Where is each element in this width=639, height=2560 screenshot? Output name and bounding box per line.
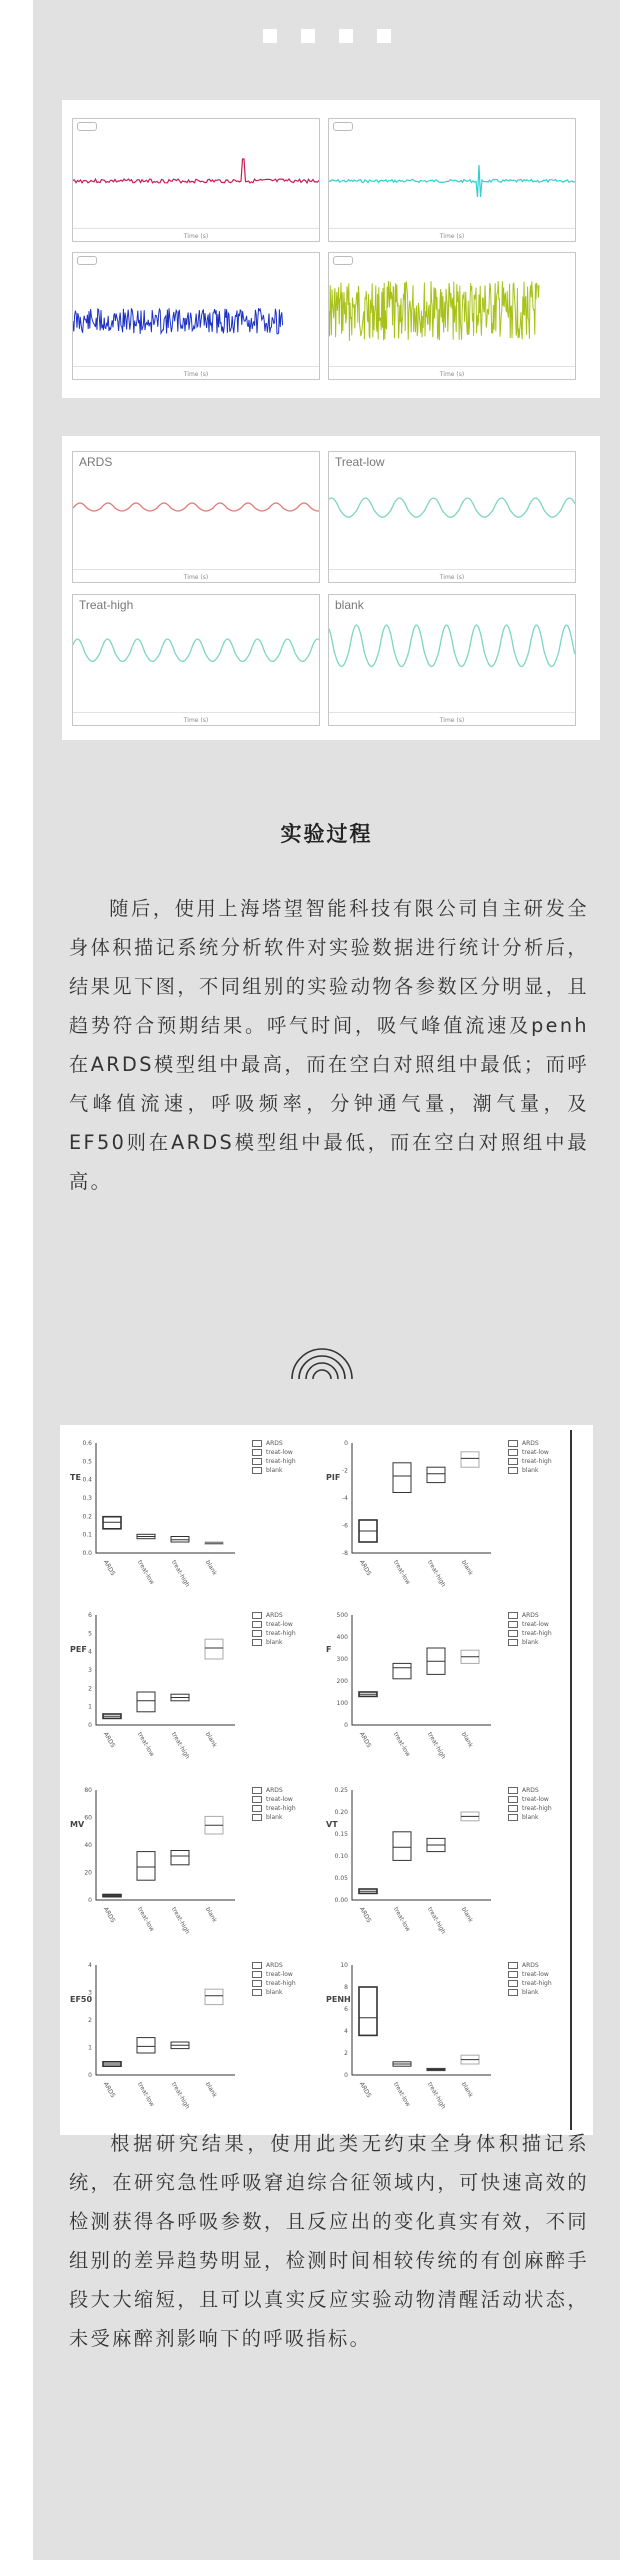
boxplot-axes: [70, 1433, 250, 1563]
waveform-line: [329, 119, 575, 241]
boxplot-box: [427, 1467, 445, 1482]
group-panel-treat-low: [328, 451, 576, 583]
x-tick-label: blank: [203, 1906, 219, 1924]
waveform-panel-4: [328, 252, 576, 380]
legend-entry: treat-high: [508, 1979, 552, 1988]
boxplot-legend: [252, 1786, 296, 1822]
x-tick-label: blank: [459, 1906, 475, 1924]
boxplot-axes: [70, 1955, 250, 2085]
y-tick-label: 0.20: [334, 1809, 348, 1816]
waveform-panel-2: [328, 118, 576, 242]
legend-entry: treat-low: [252, 1620, 296, 1629]
y-tick-label: 2: [88, 1685, 92, 1693]
paragraph-text: 根据研究结果，使用此类无约束全身体积描记系统，在研究急性呼吸窘迫综合征领域内，可快速高效的检测获得各呼吸参数，且反应出的变化真实有效，不同组别的差异趋势明显，检测时间相较传统的有创麻醉手段大大缩短，且可以真实反应实验动物清醒活动状态，未受麻醉剂影响下的呼吸指标。: [69, 2132, 589, 2350]
waveform-line: [73, 253, 319, 379]
boxplot-ylabel: PIF: [326, 1473, 341, 1482]
boxplot-box: [171, 1851, 189, 1865]
figure-edge-line: [570, 1430, 572, 2130]
y-tick-label: 4: [344, 2028, 348, 2035]
x-axis: [73, 712, 319, 713]
x-tick-label: ARDS: [357, 2081, 373, 2099]
legend-entry: blank: [252, 1988, 296, 1997]
y-tick-label: 20: [84, 1869, 92, 1877]
legend-swatch-icon: [508, 1980, 518, 1987]
boxplot-pif: [326, 1433, 574, 1593]
boxplot-axes: [326, 1780, 506, 1910]
group-panel-blank: [328, 594, 576, 726]
y-tick-label: 0.5: [82, 1458, 92, 1466]
y-tick-label: -4: [342, 1495, 348, 1502]
group-panel-title: blank: [335, 598, 364, 612]
legend-entry: treat-low: [252, 1970, 296, 1979]
x-axis: [73, 569, 319, 570]
y-tick-label: 10: [340, 1962, 348, 1969]
boxplot-mv: [70, 1780, 318, 1940]
y-tick-label: 6: [344, 2006, 348, 2013]
y-tick-label: 0.4: [82, 1476, 92, 1484]
waveform-line: [73, 119, 319, 241]
boxplot-ylabel: PEF: [70, 1645, 87, 1654]
y-tick-label: 200: [336, 1678, 348, 1685]
legend-entry: ARDS: [508, 1439, 552, 1448]
x-axis-label: Time (s): [183, 717, 209, 724]
x-tick-labels: [96, 1559, 236, 1593]
x-tick-label: ARDS: [101, 1559, 117, 1577]
legend-entry: treat-high: [252, 1629, 296, 1638]
waveform-figure-raw: [62, 100, 600, 398]
left-border: [0, 0, 33, 2560]
legend-entry: treat-high: [252, 1457, 296, 1466]
dot-icon: [377, 29, 391, 43]
x-tick-label: ARDS: [357, 1559, 373, 1577]
dot-icon: [339, 29, 353, 43]
legend-swatch-icon: [508, 1814, 518, 1821]
legend-swatch-icon: [252, 1980, 262, 1987]
axis-lines: [352, 1790, 491, 1900]
boxplot-legend: [508, 1961, 552, 1997]
boxplot-legend: [508, 1611, 552, 1647]
x-tick-label: treat-high: [425, 2081, 447, 2111]
waveform-line: [329, 595, 575, 725]
x-tick-label: ARDS: [357, 1731, 373, 1749]
x-axis: [73, 228, 319, 229]
boxplot-legend: [252, 1961, 296, 1997]
boxplot-ylabel: VT: [326, 1820, 338, 1829]
y-tick-label: 0: [344, 2072, 348, 2079]
boxplot-box: [461, 1452, 479, 1467]
group-panel-title: ARDS: [79, 455, 113, 469]
boxplot-ylabel: PENH: [326, 1995, 351, 2004]
x-tick-label: blank: [459, 1731, 475, 1749]
boxplot-ylabel: TE: [70, 1473, 81, 1482]
x-tick-label: treat-low: [135, 1559, 156, 1586]
legend-swatch-icon: [252, 1621, 262, 1628]
legend-entry: treat-high: [508, 1629, 552, 1638]
legend-entry: treat-high: [252, 1979, 296, 1988]
waveform-panel-3: [72, 252, 320, 380]
x-tick-labels: [352, 1906, 492, 1940]
boxplot-box: [137, 1692, 155, 1712]
y-tick-label: 40: [84, 1842, 92, 1849]
y-tick-label: 0.0: [82, 1550, 92, 1557]
group-panel-title: Treat-high: [79, 598, 134, 612]
boxplot-ylabel: F: [326, 1645, 332, 1654]
legend-entry: blank: [508, 1638, 552, 1647]
boxplot-legend: [252, 1439, 296, 1475]
legend-entry: treat-low: [508, 1620, 552, 1629]
boxplot-axes: [70, 1605, 250, 1735]
y-tick-label: 80: [84, 1787, 92, 1794]
x-axis: [329, 366, 575, 367]
legend-swatch-icon: [508, 1787, 518, 1794]
y-tick-label: 400: [336, 1634, 348, 1641]
boxplot-te: [70, 1433, 318, 1593]
boxplot-pef: [70, 1605, 318, 1765]
boxplot-box: [137, 2038, 155, 2053]
y-tick-label: 3: [88, 1989, 92, 1997]
x-axis-label: Time (s): [183, 574, 209, 581]
y-tick-label: 500: [336, 1612, 348, 1619]
x-tick-labels: [96, 1731, 236, 1765]
x-tick-label: treat-low: [391, 2081, 412, 2108]
x-axis-label: Time (s): [183, 371, 209, 378]
legend-swatch-icon: [508, 1805, 518, 1812]
right-border: [620, 0, 639, 2560]
boxplot-box: [205, 1639, 223, 1659]
legend-entry: ARDS: [508, 1786, 552, 1795]
boxplot-axes: [326, 1433, 506, 1563]
legend-entry: blank: [252, 1813, 296, 1822]
x-axis-label: Time (s): [439, 574, 465, 581]
x-tick-label: treat-low: [135, 2081, 156, 2108]
waveform-panel-1: [72, 118, 320, 242]
legend-entry: blank: [252, 1466, 296, 1475]
legend-entry: blank: [508, 1813, 552, 1822]
x-tick-label: treat-high: [425, 1731, 447, 1761]
x-axis-label: Time (s): [439, 233, 465, 240]
legend-entry: blank: [508, 1988, 552, 1997]
x-tick-labels: [352, 2081, 492, 2115]
y-tick-label: 300: [336, 1656, 348, 1663]
y-tick-label: 0.00: [334, 1897, 348, 1904]
legend-swatch-icon: [508, 1971, 518, 1978]
boxplot-f: [326, 1605, 574, 1765]
legend-swatch-icon: [252, 1458, 262, 1465]
y-tick-label: 2: [344, 2050, 348, 2057]
x-tick-label: blank: [459, 1559, 475, 1577]
y-tick-label: 100: [336, 1700, 348, 1707]
y-tick-label: 4: [88, 1962, 92, 1969]
boxplot-box: [103, 1517, 121, 1529]
boxplot-legend: [252, 1611, 296, 1647]
x-tick-label: treat-high: [169, 1559, 191, 1589]
x-axis: [329, 569, 575, 570]
x-axis: [329, 712, 575, 713]
y-tick-label: 0.1: [82, 1531, 92, 1539]
legend-entry: blank: [252, 1638, 296, 1647]
y-tick-label: 5: [88, 1630, 92, 1638]
content-panel: [33, 0, 620, 2560]
axis-lines: [96, 1965, 235, 2075]
legend-swatch-icon: [252, 1805, 262, 1812]
legend-swatch-icon: [252, 1787, 262, 1794]
legend-entry: ARDS: [252, 1611, 296, 1620]
legend-swatch-icon: [508, 1639, 518, 1646]
x-axis-label: Time (s): [439, 371, 465, 378]
group-panel-treat-high: [72, 594, 320, 726]
legend-entry: treat-low: [252, 1795, 296, 1804]
legend-swatch-icon: [252, 1971, 262, 1978]
y-tick-label: 1: [88, 2044, 92, 2052]
y-tick-label: 0.2: [82, 1513, 92, 1521]
x-tick-labels: [96, 1906, 236, 1940]
legend-swatch-icon: [508, 1449, 518, 1456]
boxplot-box: [393, 1832, 411, 1861]
boxplot-box: [393, 1663, 411, 1678]
y-tick-label: 0: [344, 1722, 348, 1729]
legend-entry: treat-low: [508, 1448, 552, 1457]
dot-icon: [301, 29, 315, 43]
legend-entry: ARDS: [252, 1439, 296, 1448]
boxplot-axes: [326, 1955, 506, 2085]
section-title: 实验过程: [280, 822, 373, 846]
boxplot-legend: [508, 1439, 552, 1475]
legend-entry: ARDS: [252, 1786, 296, 1795]
legend-swatch-icon: [508, 1796, 518, 1803]
axis-lines: [96, 1443, 235, 1553]
legend-swatch-icon: [252, 1630, 262, 1637]
y-tick-label: 60: [84, 1814, 92, 1822]
arch-divider-icon: [289, 1345, 355, 1381]
boxplot-ylabel: MV: [70, 1820, 85, 1829]
y-tick-label: 0: [88, 1722, 92, 1729]
group-panel-ards: [72, 451, 320, 583]
y-tick-label: -8: [342, 1550, 348, 1557]
x-tick-label: blank: [459, 2081, 475, 2099]
y-tick-label: 8: [344, 1984, 348, 1991]
boxplot-axes: [70, 1780, 250, 1910]
y-tick-label: 2: [88, 2017, 92, 2024]
y-tick-label: 0.05: [334, 1875, 348, 1882]
y-tick-label: 0: [88, 1897, 92, 1904]
legend-entry: blank: [508, 1466, 552, 1475]
x-tick-label: treat-high: [425, 1906, 447, 1936]
boxplot-ylabel: EF50: [70, 1995, 93, 2004]
legend-swatch-icon: [508, 1621, 518, 1628]
x-tick-labels: [352, 1559, 492, 1593]
legend-entry: ARDS: [252, 1961, 296, 1970]
x-tick-labels: [96, 2081, 236, 2115]
boxplot-vt: [326, 1780, 574, 1940]
x-tick-label: treat-high: [169, 2081, 191, 2111]
waveform-line: [329, 452, 575, 582]
y-tick-label: 0: [88, 2072, 92, 2079]
legend-swatch-icon: [252, 1814, 262, 1821]
boxplot-legend: [508, 1786, 552, 1822]
x-axis: [73, 366, 319, 367]
waveform-line: [73, 595, 319, 725]
boxplot-box: [205, 1989, 223, 2004]
legend-swatch-icon: [252, 1989, 262, 1996]
x-tick-label: ARDS: [101, 2081, 117, 2099]
y-tick-label: 0.25: [334, 1787, 348, 1794]
legend-swatch-icon: [508, 1458, 518, 1465]
legend-swatch-icon: [252, 1440, 262, 1447]
boxplot-box: [393, 1463, 411, 1493]
boxplot-axes: [326, 1605, 506, 1735]
x-tick-label: treat-low: [135, 1906, 156, 1933]
legend-entry: treat-high: [508, 1457, 552, 1466]
legend-entry: treat-low: [252, 1448, 296, 1457]
x-tick-labels: [352, 1731, 492, 1765]
x-tick-label: treat-low: [391, 1731, 412, 1758]
legend-entry: treat-low: [508, 1970, 552, 1979]
y-tick-label: 3: [88, 1667, 92, 1674]
x-axis: [329, 228, 575, 229]
legend-swatch-icon: [252, 1467, 262, 1474]
axis-lines: [96, 1790, 235, 1900]
x-tick-label: blank: [203, 1731, 219, 1749]
boxplot-box: [137, 1852, 155, 1881]
legend-entry: treat-low: [508, 1795, 552, 1804]
legend-entry: ARDS: [508, 1961, 552, 1970]
group-panel-title: Treat-low: [335, 455, 385, 469]
y-tick-label: 0.6: [82, 1440, 92, 1447]
boxplot-figure: [60, 1425, 593, 2135]
axis-lines: [96, 1615, 235, 1725]
legend-swatch-icon: [252, 1962, 262, 1969]
legend-swatch-icon: [508, 1612, 518, 1619]
x-tick-label: treat-high: [169, 1906, 191, 1936]
x-tick-label: ARDS: [101, 1731, 117, 1749]
x-axis-label: Time (s): [183, 233, 209, 240]
x-tick-label: treat-high: [169, 1731, 191, 1761]
x-axis-label: Time (s): [439, 717, 465, 724]
x-tick-label: blank: [203, 1559, 219, 1577]
legend-swatch-icon: [252, 1639, 262, 1646]
legend-swatch-icon: [508, 1962, 518, 1969]
legend-swatch-icon: [252, 1796, 262, 1803]
boxplot-box: [171, 1537, 189, 1543]
waveform-line: [73, 452, 319, 582]
decorative-dots: [33, 28, 620, 47]
y-tick-label: 0.10: [334, 1853, 348, 1860]
legend-swatch-icon: [508, 1467, 518, 1474]
legend-swatch-icon: [508, 1440, 518, 1447]
y-tick-label: 0: [344, 1440, 348, 1447]
y-tick-label: 0.15: [334, 1831, 348, 1838]
legend-entry: ARDS: [508, 1611, 552, 1620]
x-tick-label: treat-low: [391, 1559, 412, 1586]
y-tick-label: 6: [88, 1612, 92, 1619]
y-tick-label: 1: [88, 1703, 92, 1711]
y-tick-label: -2: [342, 1467, 348, 1475]
legend-entry: treat-high: [508, 1804, 552, 1813]
x-tick-label: treat-high: [425, 1559, 447, 1589]
y-tick-label: 0.3: [82, 1495, 92, 1502]
boxplot-box: [359, 1987, 377, 2035]
boxplot-penh: [326, 1955, 574, 2115]
x-tick-label: treat-low: [391, 1906, 412, 1933]
waveform-line: [329, 253, 575, 379]
legend-swatch-icon: [508, 1630, 518, 1637]
y-tick-label: 4: [88, 1648, 92, 1656]
legend-entry: treat-high: [252, 1804, 296, 1813]
paragraph-text: 随后，使用上海塔望智能科技有限公司自主研发全身体积描记系统分析软件对实验数据进行统计分析后，结果见下图，不同组别的实验动物各参数区分明显，且趋势符合预期结果。呼气时间，吸气峰值流速及penh在ARDS模型组中最高，而在空白对照组中最低；而呼气峰值流速，呼吸频率，分钟通气量，潮气量，及EF50则在ARDS模型组中最低，而在空白对照组中最高。: [69, 897, 589, 1193]
legend-swatch-icon: [252, 1612, 262, 1619]
body-paragraph: [69, 889, 589, 1201]
axis-lines: [352, 1615, 491, 1725]
waveform-figure-groups: [62, 436, 600, 740]
boxplot-ef50: [70, 1955, 318, 2115]
x-tick-label: treat-low: [135, 1731, 156, 1758]
legend-swatch-icon: [252, 1449, 262, 1456]
y-tick-label: -6: [342, 1522, 348, 1530]
dot-icon: [263, 29, 277, 43]
body-paragraph: [69, 2124, 589, 2358]
x-tick-label: blank: [203, 2081, 219, 2099]
legend-swatch-icon: [508, 1989, 518, 1996]
x-tick-label: ARDS: [101, 1906, 117, 1924]
x-tick-label: ARDS: [357, 1906, 373, 1924]
